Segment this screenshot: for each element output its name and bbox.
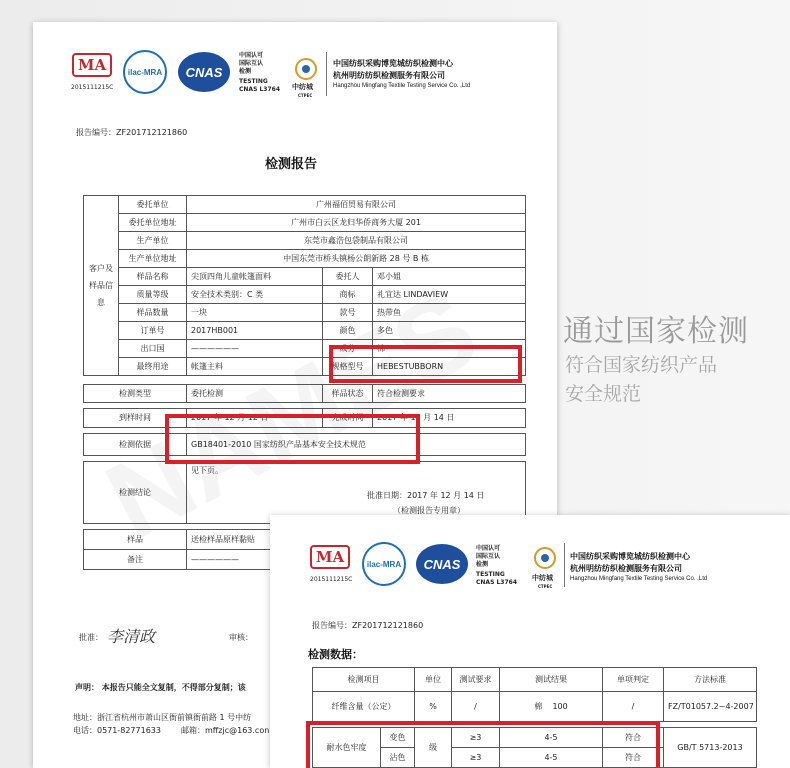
header-verdict: 单项判定 xyxy=(603,668,664,692)
cell-type-key: 检测类型 xyxy=(84,385,187,403)
cnas-line-2: 国际互认 xyxy=(239,60,264,67)
org-name-2: 杭州明纺纺织检测服务有限公司 xyxy=(570,564,682,573)
review-label: 审核： xyxy=(229,633,253,642)
cell-qty-value: 一块 xyxy=(187,304,323,322)
cell-order-key: 订单号 xyxy=(119,322,187,340)
cell-style-key: 款号 xyxy=(323,304,373,322)
org-tag: CTPEC xyxy=(298,93,313,98)
cell-maker-addr-key: 生产单位地址 xyxy=(119,250,187,268)
side-line-2: 安全规范 xyxy=(565,383,642,405)
conclusion-text: 见下页。 xyxy=(191,466,223,475)
cell-conclusion-key: 检测结论 xyxy=(84,462,187,524)
cnas-line-4: TESTING xyxy=(239,78,268,85)
header-method: 方法标准 xyxy=(664,668,757,692)
row-water-item: 耐水色牢度 xyxy=(313,728,381,768)
row-fiber-req: / xyxy=(452,692,500,722)
cell-arrive-value: 2017 年 12 月 12 日 xyxy=(187,409,323,428)
client-sample-label: 客户及样品信息 xyxy=(84,196,119,376)
org-name-1: 中国纺织采购博览城纺织检测中心 xyxy=(333,59,453,68)
cell-finish-key: 完成时间 xyxy=(323,409,373,428)
address: 地址：浙江省杭州市萧山区衙前镇衙前路 1 号中纺 xyxy=(73,713,252,722)
cell-client-addr-key: 委托单位地址 xyxy=(119,214,187,232)
header-requirement: 测试要求 xyxy=(452,668,500,692)
header-result: 测试结果 xyxy=(500,668,603,692)
ma-logo: MA xyxy=(72,53,112,77)
org-name-en: Hangzhou Mingfang Textile Testing Service Co. ,Ltd xyxy=(333,83,471,89)
cnas-line-2: 国际互认 xyxy=(476,553,501,560)
cnas-line-4: TESTING xyxy=(476,571,505,578)
cell-name-value: 尖顶四角儿童帐篷面料 xyxy=(187,268,323,286)
row-fiber-method: FZ/T01057.2~4-2007 xyxy=(664,692,757,722)
row-water-sub1-name: 变色 xyxy=(381,728,415,748)
cnas-line-3: 检测 xyxy=(239,68,252,75)
cell-maker-value: 东莞市鑫浩包袋制品有限公司 xyxy=(187,232,526,250)
cell-use-key: 最终用途 xyxy=(119,358,187,376)
row-fiber-verdict: / xyxy=(603,692,664,722)
cell-basis-value: GB18401-2010 国家纺织产品基本安全技术规范 xyxy=(187,434,526,456)
cnas-logo: CNAS xyxy=(416,544,468,584)
cell-country-value: —————— xyxy=(187,340,323,358)
row-fiber-result-fiber: 棉 xyxy=(534,701,543,711)
row-fiber-result xyxy=(500,692,603,722)
cell-model-key: 规格型号 xyxy=(323,358,373,376)
cell-use-value: 帐篷主料 xyxy=(187,358,323,376)
row-water-sub1-verdict: 符合 xyxy=(603,728,664,748)
cell-country-key: 出口国 xyxy=(119,340,187,358)
side-headline: 通过国家检测 xyxy=(563,314,749,349)
cell-person-key: 委托人 xyxy=(323,268,373,286)
org-name-2: 杭州明纺纺织检测服务有限公司 xyxy=(333,71,445,80)
ilac-mra-logo: ilac-MRA xyxy=(362,542,406,586)
row-water-sub2-result: 4-5 xyxy=(500,748,603,768)
cell-style-value: 热带鱼 xyxy=(373,304,526,322)
cnas-line-5: CNAS L3764 xyxy=(476,579,518,586)
cell-comp-value: 棉 xyxy=(373,340,526,358)
report-title: 检测报告 xyxy=(265,157,318,172)
header-divider xyxy=(564,543,565,587)
cell-arrive-key: 到样时间 xyxy=(84,409,187,428)
cnas-line-1: 中国认可 xyxy=(239,52,264,59)
header-unit: 单位 xyxy=(415,668,452,692)
report-number: 报告编号：ZF201712121860 xyxy=(76,128,188,137)
data-heading: 检测数据： xyxy=(308,648,363,661)
cell-note-key: 备注 xyxy=(84,550,187,570)
cell-client-addr-value: 广州市白云区龙归华侨商务大厦 201 xyxy=(187,214,526,232)
cell-color-value: 多色 xyxy=(373,322,526,340)
row-water-sub2-name: 沾色 xyxy=(381,748,415,768)
row-water-method: GB/T 5713-2013 xyxy=(664,728,757,768)
highlight-basis xyxy=(165,414,420,464)
highlight-colorfastness xyxy=(306,721,660,768)
cell-color-key: 颜色 xyxy=(323,322,373,340)
cell-sample-value: 送检样品原样黏贴 xyxy=(187,530,526,550)
stamp-note: （检测报告专用章） xyxy=(393,506,465,515)
cell-sample-key: 样品 xyxy=(84,530,187,550)
org-logo-icon xyxy=(534,547,556,569)
org-name-1: 中国纺织采购博览城纺织检测中心 xyxy=(570,552,690,561)
cell-brand-key: 商标 xyxy=(323,286,373,304)
approve-label: 批准： xyxy=(79,633,103,642)
report-number: 报告编号：ZF201712121860 xyxy=(312,621,424,630)
cell-state-value: 符合检测要求 xyxy=(373,385,526,403)
approve-signature: 李清政 xyxy=(107,627,156,646)
cell-basis-key: 检测依据 xyxy=(84,434,187,456)
cell-grade-key: 质量等级 xyxy=(119,286,187,304)
cell-grade-value: 安全技术类别：C 类 xyxy=(187,286,323,304)
sign-date: 批准日期：2017 年 12 月 14 日 xyxy=(367,491,485,500)
cell-model-value: HEBESTUBBORN xyxy=(373,358,526,376)
cnas-line-3: 检测 xyxy=(476,561,489,568)
cell-type-value: 委托检测 xyxy=(187,385,323,403)
row-fiber-item: 纤维含量（公定） xyxy=(313,692,415,722)
cnas-line-1: 中国认可 xyxy=(476,545,501,552)
cell-person-value: 邓小姐 xyxy=(373,268,526,286)
cell-state-key: 样品状态 xyxy=(323,385,373,403)
ma-code: 2015111215C xyxy=(71,84,114,91)
cell-client-key: 委托单位 xyxy=(119,196,187,214)
row-fiber-unit: % xyxy=(415,692,452,722)
phone: 电话：0571-82771633 xyxy=(73,726,161,735)
row-water-sub1-result: 4-5 xyxy=(500,728,603,748)
org-tag: CTPEC xyxy=(538,584,553,589)
cell-order-value: 2017HB001 xyxy=(187,322,323,340)
side-line-1: 符合国家纺织产品 xyxy=(565,354,718,376)
ilac-mra-logo: ilac-MRA xyxy=(123,50,167,94)
cnas-line-5: CNAS L3764 xyxy=(239,86,281,93)
org-short-name: 中纺城 xyxy=(532,574,553,582)
statement: 声明： 本报告只能全文复制，不得部分复制；该 xyxy=(75,683,246,692)
highlight-composition xyxy=(329,345,522,383)
cell-maker-addr-value: 中国东莞市桥头镇杨公朗新路 28 号 B 栋 xyxy=(187,250,526,268)
cell-finish-value: 2017 年 12 月 14 日 xyxy=(373,409,526,428)
org-logo-icon xyxy=(295,58,317,80)
org-name-en: Hangzhou Mingfang Textile Testing Service Co. ,Ltd xyxy=(570,576,708,582)
header-divider xyxy=(326,52,327,96)
cell-client-value: 广州福佰贸易有限公司 xyxy=(187,196,526,214)
cell-comp-key: 成分 xyxy=(323,340,373,358)
row-water-sub1-req: ≥3 xyxy=(452,728,500,748)
ma-code: 2015111215C xyxy=(310,576,353,583)
cell-brand-value: 礼宜达 LINDAVIEW xyxy=(373,286,526,304)
cell-qty-key: 样品数量 xyxy=(119,304,187,322)
cell-maker-key: 生产单位 xyxy=(119,232,187,250)
email: 邮箱：mffzjc@163.con xyxy=(181,726,270,735)
org-short-name: 中纺城 xyxy=(292,83,313,91)
cell-note-value: —————— xyxy=(187,550,526,570)
ma-logo: MA xyxy=(310,545,350,569)
row-fiber-result-value: 100 xyxy=(552,701,568,711)
row-water-sub2-verdict: 符合 xyxy=(603,748,664,768)
header-item: 检测项目 xyxy=(313,668,415,692)
row-water-sub2-req: ≥3 xyxy=(452,748,500,768)
row-water-unit: 级 xyxy=(415,728,452,768)
report-sheet-data xyxy=(270,515,790,768)
cnas-logo: CNAS xyxy=(178,52,230,92)
cell-name-key: 样品名称 xyxy=(119,268,187,286)
